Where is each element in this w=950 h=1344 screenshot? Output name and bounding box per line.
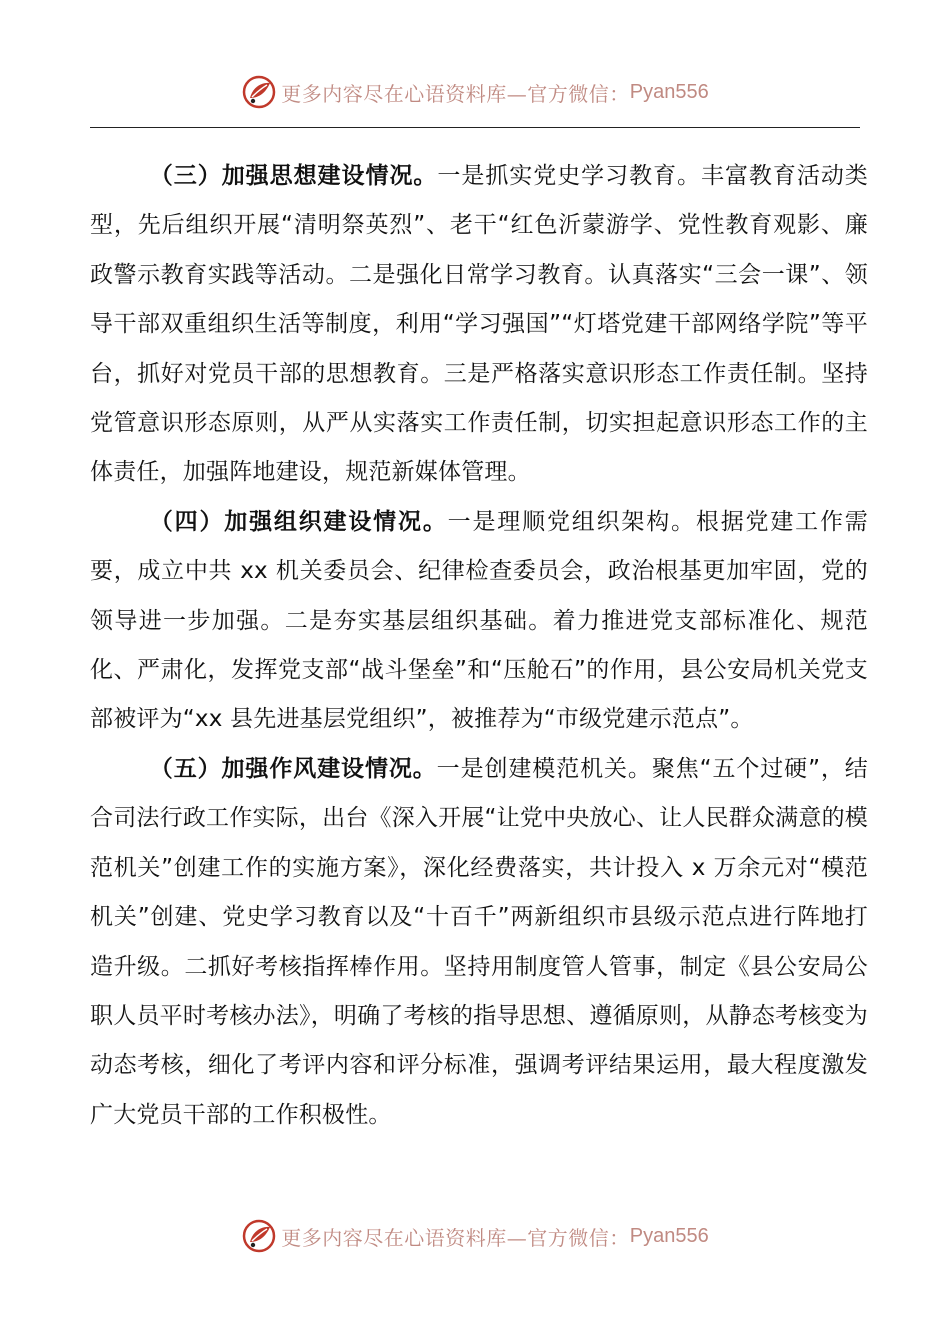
footer-banner-id: Pyan556 bbox=[629, 1224, 709, 1247]
section-paragraph bbox=[90, 152, 868, 498]
section-heading: （三）加强思想建设情况。 bbox=[149, 163, 438, 189]
header-divider bbox=[90, 127, 860, 128]
footer-banner bbox=[0, 1214, 950, 1258]
section-body: 一是理顺党组织架构。根据党建工作需要，成立中共 xx 机关委员会、纪律检查委员会，政治根基更加牢固，党的领导进一步加强。二是夯实基层组织基础。着力推进党支部标准化、规范化、严肃化，发挥党支部“战斗堡垒”和“压舱石”的作用，县公安局机关党支部被评为“xx 县先进基层党组织”，被推荐为“市级党建示范点”。 bbox=[90, 508, 868, 733]
section-body: 一是创建模范机关。聚焦“五个过硬”，结合司法行政工作实际，出台《深入开展“让党中央放心、让人民群众满意的模范机关”创建工作的实施方案》，深化经费落实，共计投入 x 万余元对“模范机关”创建、党史学习教育以及“十百千”两新组织市县级示范点进行阵地打造升级。二抓好考核指挥棒作用。坚持用制度管人管事，制定《县公安局公职人员平时考核办法》，明确了考核的指导思想、遵循原则，从静态考核变为动态考核，细化了考评内容和评分标准，强调考评结果运用，最大程度激发广大党员干部的工作积极性。 bbox=[90, 755, 868, 1128]
leaf-logo-icon bbox=[241, 1218, 277, 1254]
header-banner-text: 更多内容尽在心语资料库—官方微信： bbox=[281, 81, 630, 106]
section-heading: （四）加强组织建设情况。 bbox=[149, 508, 448, 535]
header-banner bbox=[0, 70, 950, 114]
section-heading: （五）加强作风建设情况。 bbox=[149, 755, 437, 782]
section-paragraph bbox=[90, 498, 868, 745]
section-body: 一是抓实党史学习教育。丰富教育活动类型，先后组织开展“清明祭英烈”、老干“红色沂蒙游学、党性教育观影、廉政警示教育实践等活动。二是强化日常学习教育。认真落实“三会一课”、领导干部双重组织生活等制度，利用“学习强国”“灯塔党建干部网络学院”等平台，抓好对党员干部的思想教育。三是严格落实意识形态工作责任制。坚持党管意识形态原则，从严从实落实工作责任制，切实担起意识形态工作的主体责任，加强阵地建设，规范新媒体管理。 bbox=[90, 163, 868, 486]
section-paragraph bbox=[90, 745, 868, 1140]
header-banner-id: Pyan556 bbox=[629, 80, 709, 103]
footer-banner-text: 更多内容尽在心语资料库—官方微信： bbox=[281, 1225, 630, 1250]
document-body bbox=[90, 152, 868, 1140]
leaf-logo-icon bbox=[241, 74, 277, 110]
